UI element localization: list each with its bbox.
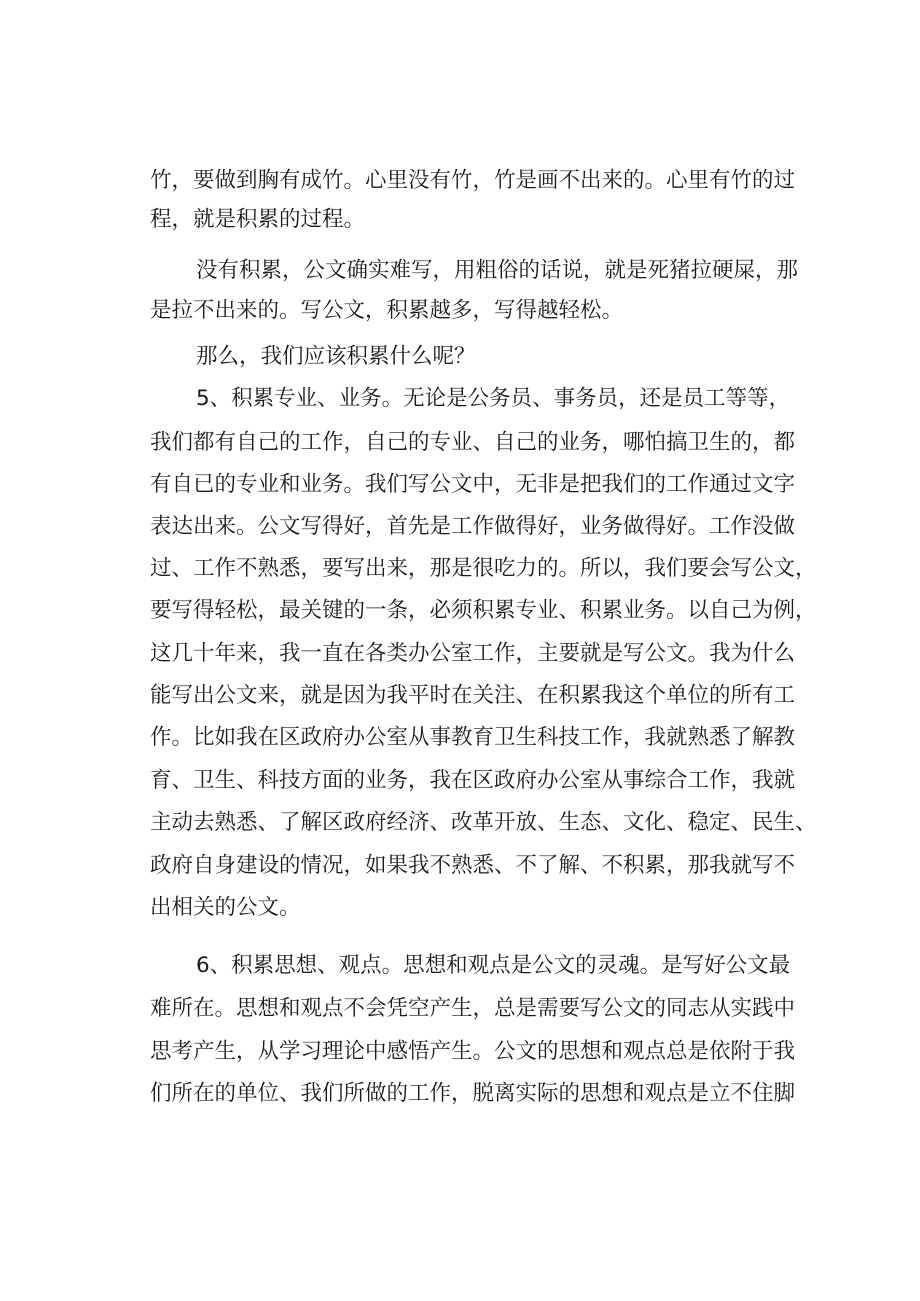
text-line: 有自已的专业和业务。我们写公文中，无非是把我们的工作通过文字 xyxy=(150,472,796,497)
text-line: 这几十年来，我一直在各类办公室工作，主要就是写公文。我为什么 xyxy=(150,641,796,666)
text-line: 育、卫生、科技方面的业务，我在区政府办公室从事综合工作，我就 xyxy=(150,768,796,793)
text-line: 难所在。思想和观点不会凭空产生，总是需要写公文的同志从实践中 xyxy=(150,996,796,1021)
text-line: 出相关的公文。 xyxy=(150,895,301,920)
paragraph-start-line: 5、积累专业、业务。无论是公务员、事务员，还是员工等等， xyxy=(196,386,791,411)
text-line: 政府自身建设的情况，如果我不熟悉、不了解、不积累，那我就写不 xyxy=(150,853,796,878)
text-line: 我们都有自己的工作，自己的专业、自己的业务，哪怕搞卫生的，都 xyxy=(150,430,796,455)
text-line: 主动去熟悉、了解区政府经济、改革开放、生态、文化、稳定、民生、 xyxy=(150,810,817,835)
text-line: 是拉不出来的。写公文，积累越多，写得越轻松。 xyxy=(150,298,624,323)
paragraph-start-line: 那么，我们应该积累什么呢？ xyxy=(196,344,476,369)
text-line: 程，就是积累的过程。 xyxy=(150,207,366,232)
text-line: 过、工作不熟悉，要写出来，那是很吃力的。所以，我们要会写公文， xyxy=(150,556,817,581)
text-line: 竹，要做到胸有成竹。心里没有竹，竹是画不出来的。心里有竹的过 xyxy=(150,168,796,193)
text-line: 能写出公文来，就是因为我平时在关注、在积累我这个单位的所有工 xyxy=(150,683,796,708)
text-line: 思考产生，从学习理论中感悟产生。公文的思想和观点总是依附于我 xyxy=(150,1039,796,1064)
text-line: 们所在的单位、我们所做的工作，脱离实际的思想和观点是立不住脚 xyxy=(150,1081,796,1106)
paragraph-start-line: 没有积累，公文确实难写，用粗俗的话说，就是死猪拉硬屎，那 xyxy=(196,258,799,283)
text-line: 要写得轻松，最关键的一条，必须积累专业、积累业务。以自己为例， xyxy=(150,598,817,623)
text-line: 表达出来。公文写得好，首先是工作做得好，业务做得好。工作没做 xyxy=(150,514,796,539)
paragraph-start-line: 6、积累思想、观点。思想和观点是公文的灵魂。是写好公文最 xyxy=(196,953,791,978)
text-line: 作。比如我在区政府办公室从事教育卫生科技工作，我就熟悉了解教 xyxy=(150,725,796,750)
